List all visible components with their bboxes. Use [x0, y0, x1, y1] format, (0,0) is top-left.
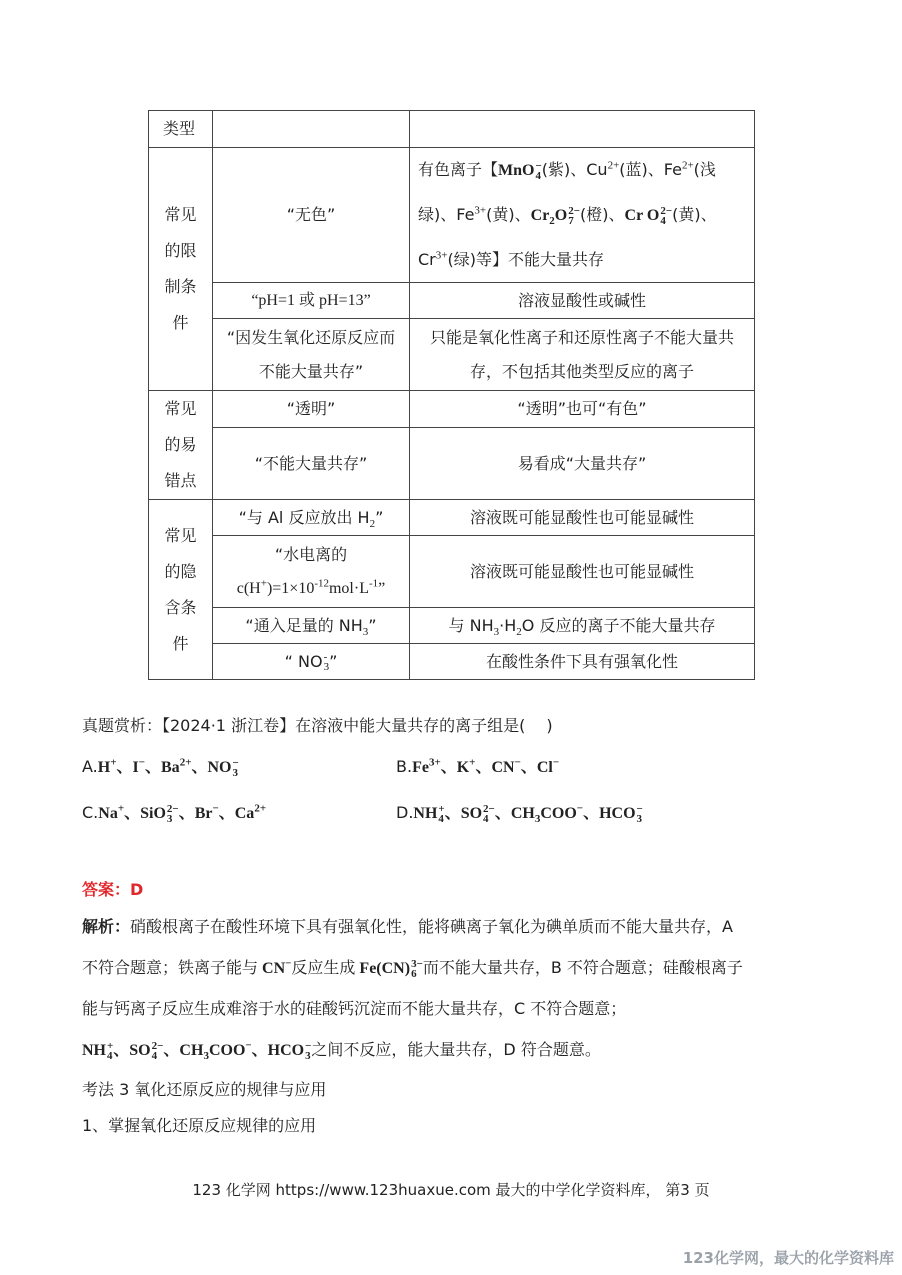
description-no3: 在酸性条件下具有强氧化性 [410, 644, 755, 680]
condition-colorless: “无色” [213, 148, 410, 283]
condition-nh3: “通入足量的 $NH_3$” [213, 608, 410, 644]
analysis-line-2: 不符合题意；铁离子能与 CN−反应生成 Fe(CN) 3− 6 而不能大量共存，B 不符合题意；硅酸根离子 [82, 957, 743, 981]
condition-water-ionization: “水电离的 $c(H^+)=1\times 10^{-12}mol\cdot L^{-1}$” [213, 536, 410, 608]
question-stem: 真题赏析：【2024·1 浙江卷】在溶液中能大量共存的离子组是( ) [82, 716, 553, 735]
description-water-ionization: 溶液既可能显酸性也可能显碱性 [410, 536, 755, 608]
option-c: C.Na+、SiO 2− 3 、Br−、$Ca^{2+}$ [82, 802, 267, 826]
ion-coexistence-table [148, 110, 755, 680]
description-nh3: 与 $NH_3\cdot H_2O$ 反应的离子不能大量共存 [410, 608, 755, 644]
page-footer: 123 化学网 https://www.123huaxue.com 最大的中学化学资料库， 第3 页 [192, 1181, 710, 1199]
condition-redox: “因发生氧化还原反应而不能大量共存” [213, 319, 410, 391]
condition-no3: “ NO - 3 ” [213, 644, 410, 680]
option-a: A.H+、I−、$Ba^{2+}$、NO − 3 [82, 756, 239, 780]
condition-cannot-coexist: “不能大量共存” [213, 428, 410, 500]
answer-label: 答案：D [82, 880, 144, 899]
category-limit-conditions: 常见 的限 制条 件 [149, 148, 213, 391]
watermark: 123化学网，最大的化学资料库 [682, 1249, 894, 1267]
section-subheading: 1、掌握氧化还原反应规律的应用 [82, 1116, 317, 1135]
option-d: D.NH + 4 、SO 2− 4 、$CH_3COO^-$、HCO − 3 [396, 802, 643, 826]
description-transparent: “透明”也可“有色” [410, 391, 755, 428]
section-heading: 考法 3 氧化还原反应的规律与应用 [82, 1080, 327, 1099]
table-header-type: 类型 [149, 111, 213, 148]
description-redox: 只能是氧化性离子和还原性离子不能大量共存，不包括其他类型反应的离子 [410, 319, 755, 391]
description-colored-ions: 有色离子【MnO − 4 (紫)、$Cu^{2+}$(蓝)、$Fe^{2+}$(浅绿)、$Fe^{3+}$(黄)、$Cr_2O$ 2− 7 (橙)、Cr O 2− 4 (黄)、$Cr^{3+}$(绿)等】不能大量共存 [410, 148, 755, 283]
condition-transparent: “透明” [213, 391, 410, 428]
analysis-line-1: 解析：硝酸根离子在酸性环境下具有强氧化性，能将碘离子氧化为碘单质而不能大量共存，A [82, 917, 733, 936]
condition-al-h2: “与 Al 反应放出 $H_2$” [213, 500, 410, 536]
option-b: $B.Fe^{3+}$、K+、CN−、Cl− [396, 756, 560, 776]
description-al-h2: 溶液既可能显酸性也可能显碱性 [410, 500, 755, 536]
analysis-line-4: NH + 4 、SO 2− 4 、$CH_3COO^-$、HCO − 3 之间不反应，能大量共存，D 符合题意。 [82, 1039, 601, 1063]
category-hidden-conditions: 常见 的隐 含条 件 [149, 500, 213, 680]
condition-ph: “pH=1 或 pH=13” [213, 283, 410, 319]
category-common-mistakes: 常见 的易 错点 [149, 391, 213, 500]
analysis-line-3: 能与钙离子反应生成难溶于水的硅酸钙沉淀而不能大量共存，C 不符合题意； [82, 999, 627, 1018]
description-acid-base: 溶液显酸性或碱性 [410, 283, 755, 319]
description-misread: 易看成“大量共存” [410, 428, 755, 500]
